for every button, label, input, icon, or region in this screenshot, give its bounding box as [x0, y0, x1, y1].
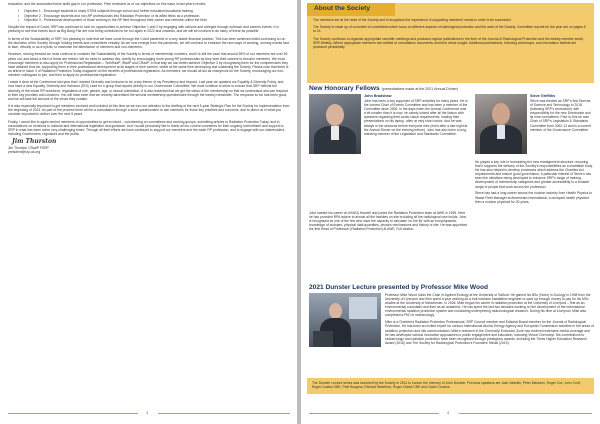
- steve-griffiths-bio: [530, 94, 594, 99]
- about-body: [313, 18, 589, 52]
- john-bradshaw-text-2: [309, 211, 469, 234]
- lecture-paragraph: Mike is a Chartered Radiation Protection Professional, SRP Council member and Editorial Board member for the Journal of Radiological Protection. He has been an invited expert for various International Atomic Energy Agency and European Commission activities in the areas of radiation protection and risk communication. Mike's research in the Chernobyl Exclusion Zone has received extensive media coverage and he has developed various innovative approaches to public engagement and education, including Virtual Chernobyl. His contributions to radioecology and radiation protection have been recognised through prestigious awards, including the Times Higher Education Research Award (2016) and The Society for Radiological Protection's Founders' Medal (2019).: [385, 320, 594, 345]
- objective-item: • Objective 1 - Encourage students to study STEM subjects through school and further education/vocational training: [18, 9, 290, 13]
- about-paragraph: The Society continues to organise appropriate scientific meetings and produces regular publications in the form of the Journal of Radiological Protection and the weekly member email, SRP Weekly. Where appropriate members are notified of consultation documents and their views sought. Additional publications, following workshops, and information leaflets are produced periodically.: [313, 36, 584, 49]
- body-paragraph: Finally, I would like to again remind members of opportunities to get involved – volunteering on committees and working groups, submitting articles to Radiation Protection Today, and in consultations on revisions to national and international legislation and guidance. And I would personally like to thank all our current volunteers for their ongoing commitment and support to SRP in what has been some very challenging times. Through all their efforts we have continued to support our members and the wider RP profession, and to engage with our stakeholders, including Government, regulators and the public.: [8, 119, 286, 137]
- signoff-email[interactable]: president@srp-uk.org: [8, 149, 41, 154]
- projection-screen: [349, 297, 377, 319]
- body-paragraph: Despite the impact of Covid, SRP has continued to look for opportunities to achieve Objective 1 and 2 by engaging with schools and colleges through outreach and careers events. It is pleasing to see that events such as Big Bang Fair are now being scheduled to be run again in 2022 and onwards, and we will be involved in as many of these as possible.: [8, 25, 279, 34]
- left-page: [0, 0, 297, 424]
- right-page: [301, 0, 600, 424]
- fellows-title: New Honorary Fellows: [309, 85, 380, 92]
- body-paragraph: However, moving forward we must continue to consider the Sustainability of the Society in terms of membership numbers, and it is still the case that around 55% of our members are over 50 years old, and about a third of these are retired. We do need to address this, chiefly by encouraging more young RP professionals as they start their careers to become members. We must encourage members to also apply for Professional Registration – TechRadP, IRadP and CRadP. In that way we can better achieve Objective 3 by recognising them for the competencies they have attained thus far, supporting them in their professional development at all stages of their careers, whilst at the same time developing and sustaining the Society. Please note that there is an article in Issue 3 of Radiation Protection Today magazine on the benefits of professional registration. As members, we should all act as champions for the Society, encouraging our non-member colleagues to join, and then to apply for professional registration.: [8, 52, 289, 77]
- about-society-box: [307, 3, 594, 83]
- body-paragraph: It is also especially important to get members involved and included at this time as we turn our attention to the drafting of the next 5-year Strategic Plan for the Society for implementation from the beginning of 2023. As part of the process there will be a consultation through a short questionnaire to ask members for those key priorities and concerns, and to direct us in what you consider important to deliver over the next 5 years.: [8, 104, 290, 117]
- objective-item: • Objective 3 - Professional development of those working in the RP field throughout their career and retention within the field.: [18, 18, 290, 22]
- dunster-footer-text: The Dunster Lecture series was launched by the Society in 2011 to honour the memory of John Dunster. Previous speakers are Jack Valentin, Peter Marsden, Roger Cox, John Croft, Roger Coates OBE, Pete Burgess, Richard Wakeford, Roger Clarke CBE and Claire Cousins.: [312, 381, 581, 390]
- dunster-footer-box: [307, 378, 594, 394]
- presidents-report-text: [8, 2, 290, 154]
- bio-paragraph: Steve has had a long career across the nuclear industry from Health Physics to Waste Fleet Manager at Amersham International, a dockyard health physicist then a nuclear physicist for 30 years.: [475, 191, 593, 204]
- dunster-heading: 2021 Dunster Lecture presented by Professor Mike Wood: [309, 284, 489, 291]
- objectives-list: [18, 9, 290, 21]
- fellows-note: (presentations made at the 2021 Annual Dinner): [381, 87, 459, 91]
- page-footer: [309, 410, 592, 416]
- signature: Jim Thurston: [12, 137, 57, 145]
- steve-griffiths-text-2: [475, 160, 594, 280]
- body-paragraph: In terms of the Sustainability of SRP, it is pleasing to note that we have come through the Covid pandemic in a very stable financial position. This has been achieved whilst continuing to run the business of the Society through holding events and committees virtually. As we now emerge from the pandemic, we will continue to embrace the new ways of working, running events face to face, virtually or as a hybrid, to maximise the attendance of members and non-members.: [8, 36, 290, 49]
- bio-paragraph: John started his career at UKAEA Harwell and joined the Radiation Protection team at AWE in 1995. Here he has provided RPA advice to almost all the facilities on site including all the radiological new builds. John is recognised as one of the few who have the capacity to calculate 'on the fly' with an encyclopaedic knowledge of isotopes, physical data quantities, physics mechanisms and history of site. He was appointed the first Head of Profession (Radiation Protection) at AWE. Full citation: [309, 211, 468, 232]
- signoff-name: Jim Thurston CRadP FSRP: [8, 145, 49, 150]
- john-bradshaw-photo: [309, 94, 361, 154]
- steve-griffiths-name: Steve Griffiths: [530, 94, 556, 98]
- john-bradshaw-text: [364, 99, 469, 139]
- lecture-paragraph: Professor Mike Wood holds the Chair in Applied Ecology at the University of Salford. He gained his BSc (Hons) in Zoology in 1998 from the University of Liverpool and then spent a year working as a fruit machine installation engineer to save up enough money to pay for his MSc studies at the University of Manchester. In 2006, Mike began his career in radiation protection at the University of Liverpool – first as an environmental consultant and then as an academic. He has spent the last two decades working on the development of the international environmental radiation protection system and conducting underpinning radioecological research. During his time at Liverpool, Mike also completed a PhD in radioecology.: [385, 293, 591, 318]
- page-footer: [8, 410, 290, 416]
- john-bradshaw-name: John Bradshaw: [364, 94, 392, 98]
- about-lead: The members are at the heart of the Society and it recognises the importance of supporting members' needs in order to be successful.: [313, 18, 512, 22]
- page-number: 3: [146, 410, 149, 415]
- about-heading: About the Society: [314, 5, 371, 12]
- about-heading-tab: [307, 3, 395, 16]
- bio-paragraph: He played a key role in formulating the new management structure, ensuring that it supports the delivery of the Society's responsibilities as a charitable body. He has also helped to develop processes which address the Charities Act requirements and ensure good governance. A particular interest of Steve's has been the initiatives being developed to enhance SRP's range of training, development of membership categories and greater accessibility to a broader range of people that work across the profession.: [475, 160, 593, 189]
- mike-wood-text: [385, 293, 594, 375]
- about-paragraph: The Society is made up of a number of committees which focus on different aspects of radiological protection and the work of the Society. Committee reports for the year are on pages 8 to 14.: [313, 25, 586, 34]
- steve-griffiths-text: [530, 99, 594, 154]
- fellows-heading: [309, 85, 458, 92]
- page-number: 4: [447, 410, 450, 415]
- body-paragraph: I made it clear at the Conference last year that I wanted Diversity and Inclusion to be a key theme of my Presidency and beyond. Last year we updated our Equality & Diversity Policy, and now have a new Equality, Diversity and Inclusion (EDI) Lead for a group that reports directly to our Governance Committee. We must continue to strive to ensure that SRP reflects the diversity of the whole RP workforce, regardless of role, gender, age, or sexual orientation. It is also essential that we get the views of the membership so that we understand and can respond to their key priorities and concerns. You will have seen that we recently advertised the second membership questionnaire through the weekly newsletter. The response so far has been good, and we will take full account of the views they contain.: [8, 80, 289, 101]
- steve-griffiths-photo: [475, 94, 527, 154]
- mike-wood-photo: [309, 293, 381, 347]
- objective-item: • Objective 2 - Encourage students and non-RP professionals into Radiation Protection or its allied fields as a profession.: [18, 14, 290, 18]
- bio-paragraph: Steve was elected as SRP's first Director of Science and Technology in 2018 (following SRP's restructure) with responsibility for the new Directorate and its nine committees. Prior to this he was Chair of SRP's Legislation & Standards Committee from 2002-13 and is a current member of the Governance Committee.: [530, 99, 591, 132]
- intro-paragraph: education, and the associated future skills gap in our profession. Pete reminded us of our objectives on this issue in last year's review:: [8, 2, 207, 6]
- john-bradshaw-bio: [364, 94, 469, 99]
- bio-paragraph: John has been a key supporter of SRP activities for many years. He is the current Chair of Events Committee and has been a member of the Committee since 2005. In the days when the Annual Conference was a bit smaller than it is now, he calmly looked after all the liaison with speakers regarding their audio-visual requirements, loading their presentations on his laptop, often at very short notice. And he was always in the sessions before everyone else (even after a late night at the Annual Dinner on the evening before). John has also been a long-standing member of the Legislation and Standards Committee.: [364, 99, 468, 136]
- lectern: [313, 331, 333, 347]
